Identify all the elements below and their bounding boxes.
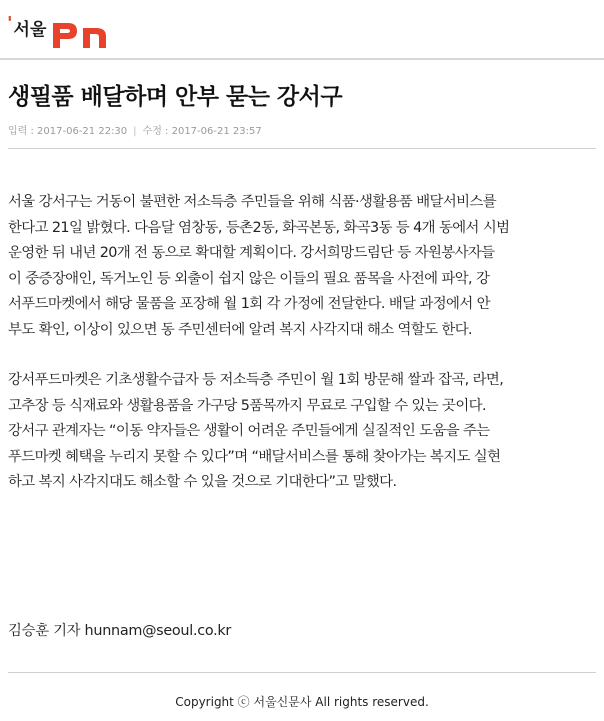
paragraph-2 bbox=[8, 368, 596, 496]
body-line: 이 중증장애인, 독거노인 등 외출이 쉽지 않은 이들의 필요 품목을 사전에 파악, 강 bbox=[8, 270, 490, 287]
copyright-notice: Copyright ⓒ 서울신문사 All rights reserved. bbox=[175, 695, 429, 709]
meta-separator: | bbox=[133, 126, 137, 137]
article-title: 생필품 배달하며 안부 묻는 강서구 bbox=[8, 84, 343, 110]
body-line: 강서푸드마켓은 기초생활수급자 등 저소득층 주민이 월 1회 방문해 쌀과 잡곡, 라면, bbox=[8, 372, 504, 388]
logo-seoul-text: 서울 bbox=[13, 20, 47, 40]
body-line: 고추장 등 식재료와 생활용품을 가구당 5품목까지 무료로 구입할 수 있는 곳이다. bbox=[8, 397, 486, 414]
body-line: 부도 확인, 이상이 있으면 동 주민센터에 알려 복지 사각지대 해소 역할도 한다. bbox=[8, 321, 473, 338]
paragraph-1 bbox=[8, 190, 596, 343]
site-header bbox=[0, 0, 604, 60]
body-line: 서푸드마켓에서 해당 물품을 포장해 월 1회 각 가정에 전달한다. 배달 과정에서 안 bbox=[8, 296, 490, 312]
logo-pn-icon bbox=[52, 20, 110, 50]
body-line: 서울 강서구는 거동이 불편한 저소득층 주민들을 위해 식품·생활용품 배달서비스를 bbox=[8, 194, 497, 210]
meta-divider bbox=[8, 148, 596, 149]
body-line: 운영한 뒤 내년 20개 전 동으로 확대할 계획이다. 강서희망드림단 등 자원봉사자들 bbox=[8, 245, 495, 261]
body-line: 한다고 21일 밝혔다. 다음달 염창동, 등촌2동, 화곡본동, 화곡3동 등 4개 동에서 시범 bbox=[8, 219, 510, 236]
article-body bbox=[8, 190, 596, 521]
footer-divider bbox=[8, 672, 596, 673]
body-line: 하고 복지 사각지대도 해소할 수 있을 것으로 기대한다”고 말했다. bbox=[8, 474, 397, 490]
body-line: 푸드마켓 혜택을 누리지 못할 수 있다”며 “배달서비스를 통해 찾아가는 복지도 실현 bbox=[8, 448, 501, 465]
logo-apostrophe-icon: ' bbox=[7, 13, 13, 34]
byline: 김승훈 기자 hunnam@seoul.co.kr bbox=[8, 623, 232, 639]
article-meta bbox=[8, 122, 262, 137]
input-timestamp: 입력 : 2017-06-21 22:30 bbox=[8, 126, 128, 137]
edit-timestamp: 수정 : 2017-06-21 23:57 bbox=[142, 126, 262, 137]
seoul-pn-logo[interactable] bbox=[7, 12, 110, 48]
body-line: 강서구 관계자는 “이동 약자들은 생활이 어려운 주민들에게 실질적인 도움을 주는 bbox=[8, 423, 490, 439]
